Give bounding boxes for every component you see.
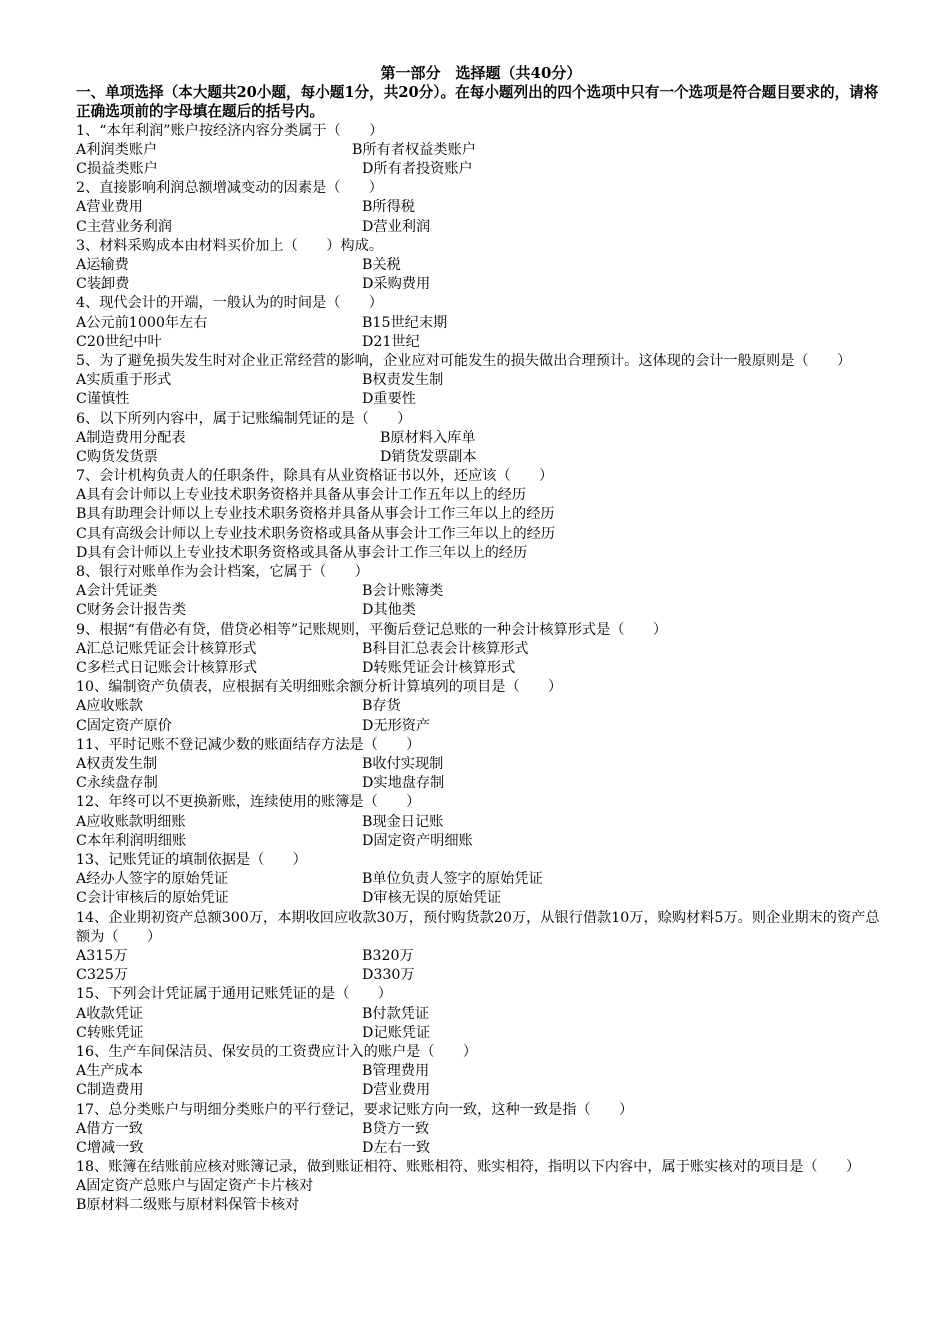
question-text: 1、“本年利润”账户按经济内容分类属于（ ）: [76, 122, 384, 139]
option-a: A公元前1000年左右: [76, 314, 208, 331]
option-c: C谨慎性: [76, 391, 130, 408]
option-a: A实质重于形式: [76, 372, 172, 389]
question-text: 8、银行对账单作为会计档案，它属于（ ）: [76, 564, 369, 581]
option-c: C本年利润明细账: [76, 832, 187, 849]
exam-document: [76, 64, 886, 1216]
option-d: D所有者投资账户: [362, 161, 473, 177]
option-a: A汇总记账凭证会计核算形式: [76, 640, 257, 657]
option-b: B贷方一致: [362, 1120, 430, 1137]
question-item: [76, 1101, 886, 1159]
question-text: 4、现代会计的开端，一般认为的时间是（ ）: [76, 295, 383, 312]
question-text: 14、企业期初资产总额300万，本期收回应收款30万，预付购货款20万，从银行借款10万，赊购材料5万。则企业期末的资产总额为（ ）: [76, 909, 880, 945]
question-text: 18、账簿在结账前应核对账簿记录，做到账证相符、账账相符、账实相符，指明以下内容中，属于账实核对的项目是（ ）: [76, 1159, 861, 1176]
option-d: D销货发票副本: [380, 448, 477, 465]
option-b: B原材料二级账与原材料保管卡核对: [76, 1197, 300, 1214]
question-item: [76, 237, 886, 295]
option-c: C购货发货票: [76, 448, 158, 465]
option-b: B付款凭证: [362, 1005, 430, 1022]
question-text: 11、平时记账不登记减少数的账面结存方法是（ ）: [76, 736, 421, 753]
option-c: C转账凭证: [76, 1024, 144, 1041]
option-d: D实地盘存制: [362, 775, 445, 792]
option-b: B15世纪末期: [362, 314, 448, 331]
question-item: [76, 621, 886, 679]
question-text: 10、编制资产负债表，应根据有关明细账余额分析计算填列的项目是（ ）: [76, 679, 563, 696]
option-b: B会计账簿类: [362, 583, 444, 600]
option-d: D330万: [362, 967, 415, 984]
option-c: C325万: [76, 967, 129, 984]
option-c: C增减一致: [76, 1139, 144, 1156]
question-item: [76, 851, 886, 909]
option-d: D采购费用: [362, 276, 431, 293]
option-a: A生产成本: [76, 1063, 143, 1080]
option-b: B权责发生制: [362, 372, 444, 389]
part-title: 第一部分 选择题（共40分）: [380, 64, 582, 82]
question-item: [76, 122, 886, 180]
question-text: 16、生产车间保洁员、保安员的工资费应计入的账户是（ ）: [76, 1043, 478, 1060]
option-b: B320万: [362, 947, 414, 964]
question-item: [76, 793, 886, 851]
option-c: C固定资产原价: [76, 717, 172, 734]
option-a: A应收账款: [76, 698, 143, 715]
option-a: A运输费: [76, 256, 129, 273]
option-d: D记账凭证: [362, 1024, 431, 1041]
question-item: [76, 678, 886, 736]
option-b: B管理费用: [362, 1063, 430, 1080]
option-b: B存货: [362, 698, 401, 715]
option-a: A315万: [76, 947, 128, 964]
option-b: B科目汇总表会计核算形式: [362, 640, 529, 657]
option-a: A权责发生制: [76, 756, 158, 773]
question-item: [76, 467, 886, 563]
question-text: 3、材料采购成本由材料买价加上（ ）构成。: [76, 237, 383, 254]
option-b: B关税: [362, 256, 401, 273]
question-text: 17、总分类账户与明细分类账户的平行登记，要求记账方向一致，这种一致是指（ ）: [76, 1101, 634, 1118]
option-b: B收付实现制: [362, 756, 444, 773]
question-item: [76, 909, 886, 986]
option-d: D营业利润: [362, 218, 431, 235]
option-d: D营业费用: [362, 1082, 431, 1099]
option-b: B现金日记账: [362, 813, 444, 830]
question-item: [76, 410, 886, 468]
question-item: [76, 985, 886, 1043]
option-a: A会计凭证类: [76, 583, 158, 600]
option-d: D审核无误的原始凭证: [362, 890, 502, 907]
question-item: [76, 1043, 886, 1101]
option-a: A利润类账户: [76, 141, 158, 158]
question-item: [76, 736, 886, 794]
question-text: 5、为了避免损失发生时对企业正常经营的影响，企业应对可能发生的损失做出合理预计。这体现的会计一般原则是（ ）: [76, 352, 852, 369]
question-text: 15、下列会计凭证属于通用记账凭证的是（ ）: [76, 986, 392, 1003]
option-c: C具有高级会计师以上专业技术职务资格或具备从事会计工作三年以上的经历: [76, 525, 556, 542]
option-a: A收款凭证: [76, 1005, 143, 1022]
option-a: A制造费用分配表: [76, 429, 186, 446]
option-b: B具有助理会计师以上专业技术职务资格并具备从事会计工作三年以上的经历: [76, 506, 555, 523]
option-d: D固定资产明细账: [362, 832, 473, 849]
option-d: D重要性: [362, 391, 416, 408]
option-a: A固定资产总账户与固定资产卡片核对: [76, 1178, 314, 1195]
question-text: 9、根据“有借必有贷，借贷必相等”记账规则，平衡后登记总账的一种会计核算形式是（ ）: [76, 621, 668, 638]
option-c: C会计审核后的原始凭证: [76, 890, 229, 907]
option-a: A具有会计师以上专业技术职务资格并具备从事会计工作五年以上的经历: [76, 487, 527, 504]
option-c: C制造费用: [76, 1082, 144, 1099]
option-d: D其他类: [362, 602, 416, 619]
question-item: [76, 352, 886, 410]
option-b: B原材料入库单: [380, 429, 476, 446]
option-d: D无形资产: [362, 717, 431, 734]
question-text: 6、以下所列内容中，属于记账编制凭证的是（ ）: [76, 410, 412, 427]
option-d: D具有会计师以上专业技术职务资格或具备从事会计工作三年以上的经历: [76, 544, 528, 561]
question-text: 13、记账凭证的填制依据是（ ）: [76, 851, 307, 868]
question-text: 7、会计机构负责人的任职条件，除具有从业资格证书以外，还应该（ ）: [76, 468, 554, 485]
question-item: [76, 294, 886, 352]
option-a: A营业费用: [76, 199, 143, 216]
option-a: A借方一致: [76, 1120, 143, 1137]
option-c: C永续盘存制: [76, 775, 158, 792]
option-a: A经办人签字的原始凭证: [76, 871, 229, 888]
option-c: C主营业务利润: [76, 218, 172, 235]
option-b: B所得税: [362, 199, 415, 216]
question-item: [76, 563, 886, 621]
option-c: C20世纪中叶: [76, 333, 162, 350]
question-text: 2、直接影响利润总额增减变动的因素是（ ）: [76, 180, 383, 197]
question-item: [76, 179, 886, 237]
option-b: B单位负责人签字的原始凭证: [362, 871, 543, 888]
option-a: A应收账款明细账: [76, 813, 186, 830]
option-c: C损益类账户: [76, 161, 158, 177]
section-instruction: 一、单项选择（本大题共20小题，每小题1分，共20分）。在每小题列出的四个选项中只有一个选项是符合题目要求的，请将正确选项前的字母填在题后的括号内。: [76, 84, 879, 121]
question-item: [76, 1158, 886, 1216]
option-c: C多栏式日记账会计核算形式: [76, 660, 258, 677]
option-c: C财务会计报告类: [76, 602, 187, 619]
option-d: D转账凭证会计核算形式: [362, 660, 516, 677]
option-c: C装卸费: [76, 276, 130, 293]
option-d: D21世纪: [362, 333, 420, 350]
option-b: B所有者权益类账户: [352, 141, 476, 158]
option-d: D左右一致: [362, 1139, 431, 1156]
question-text: 12、年终可以不更换新账，连续使用的账簿是（ ）: [76, 794, 421, 811]
